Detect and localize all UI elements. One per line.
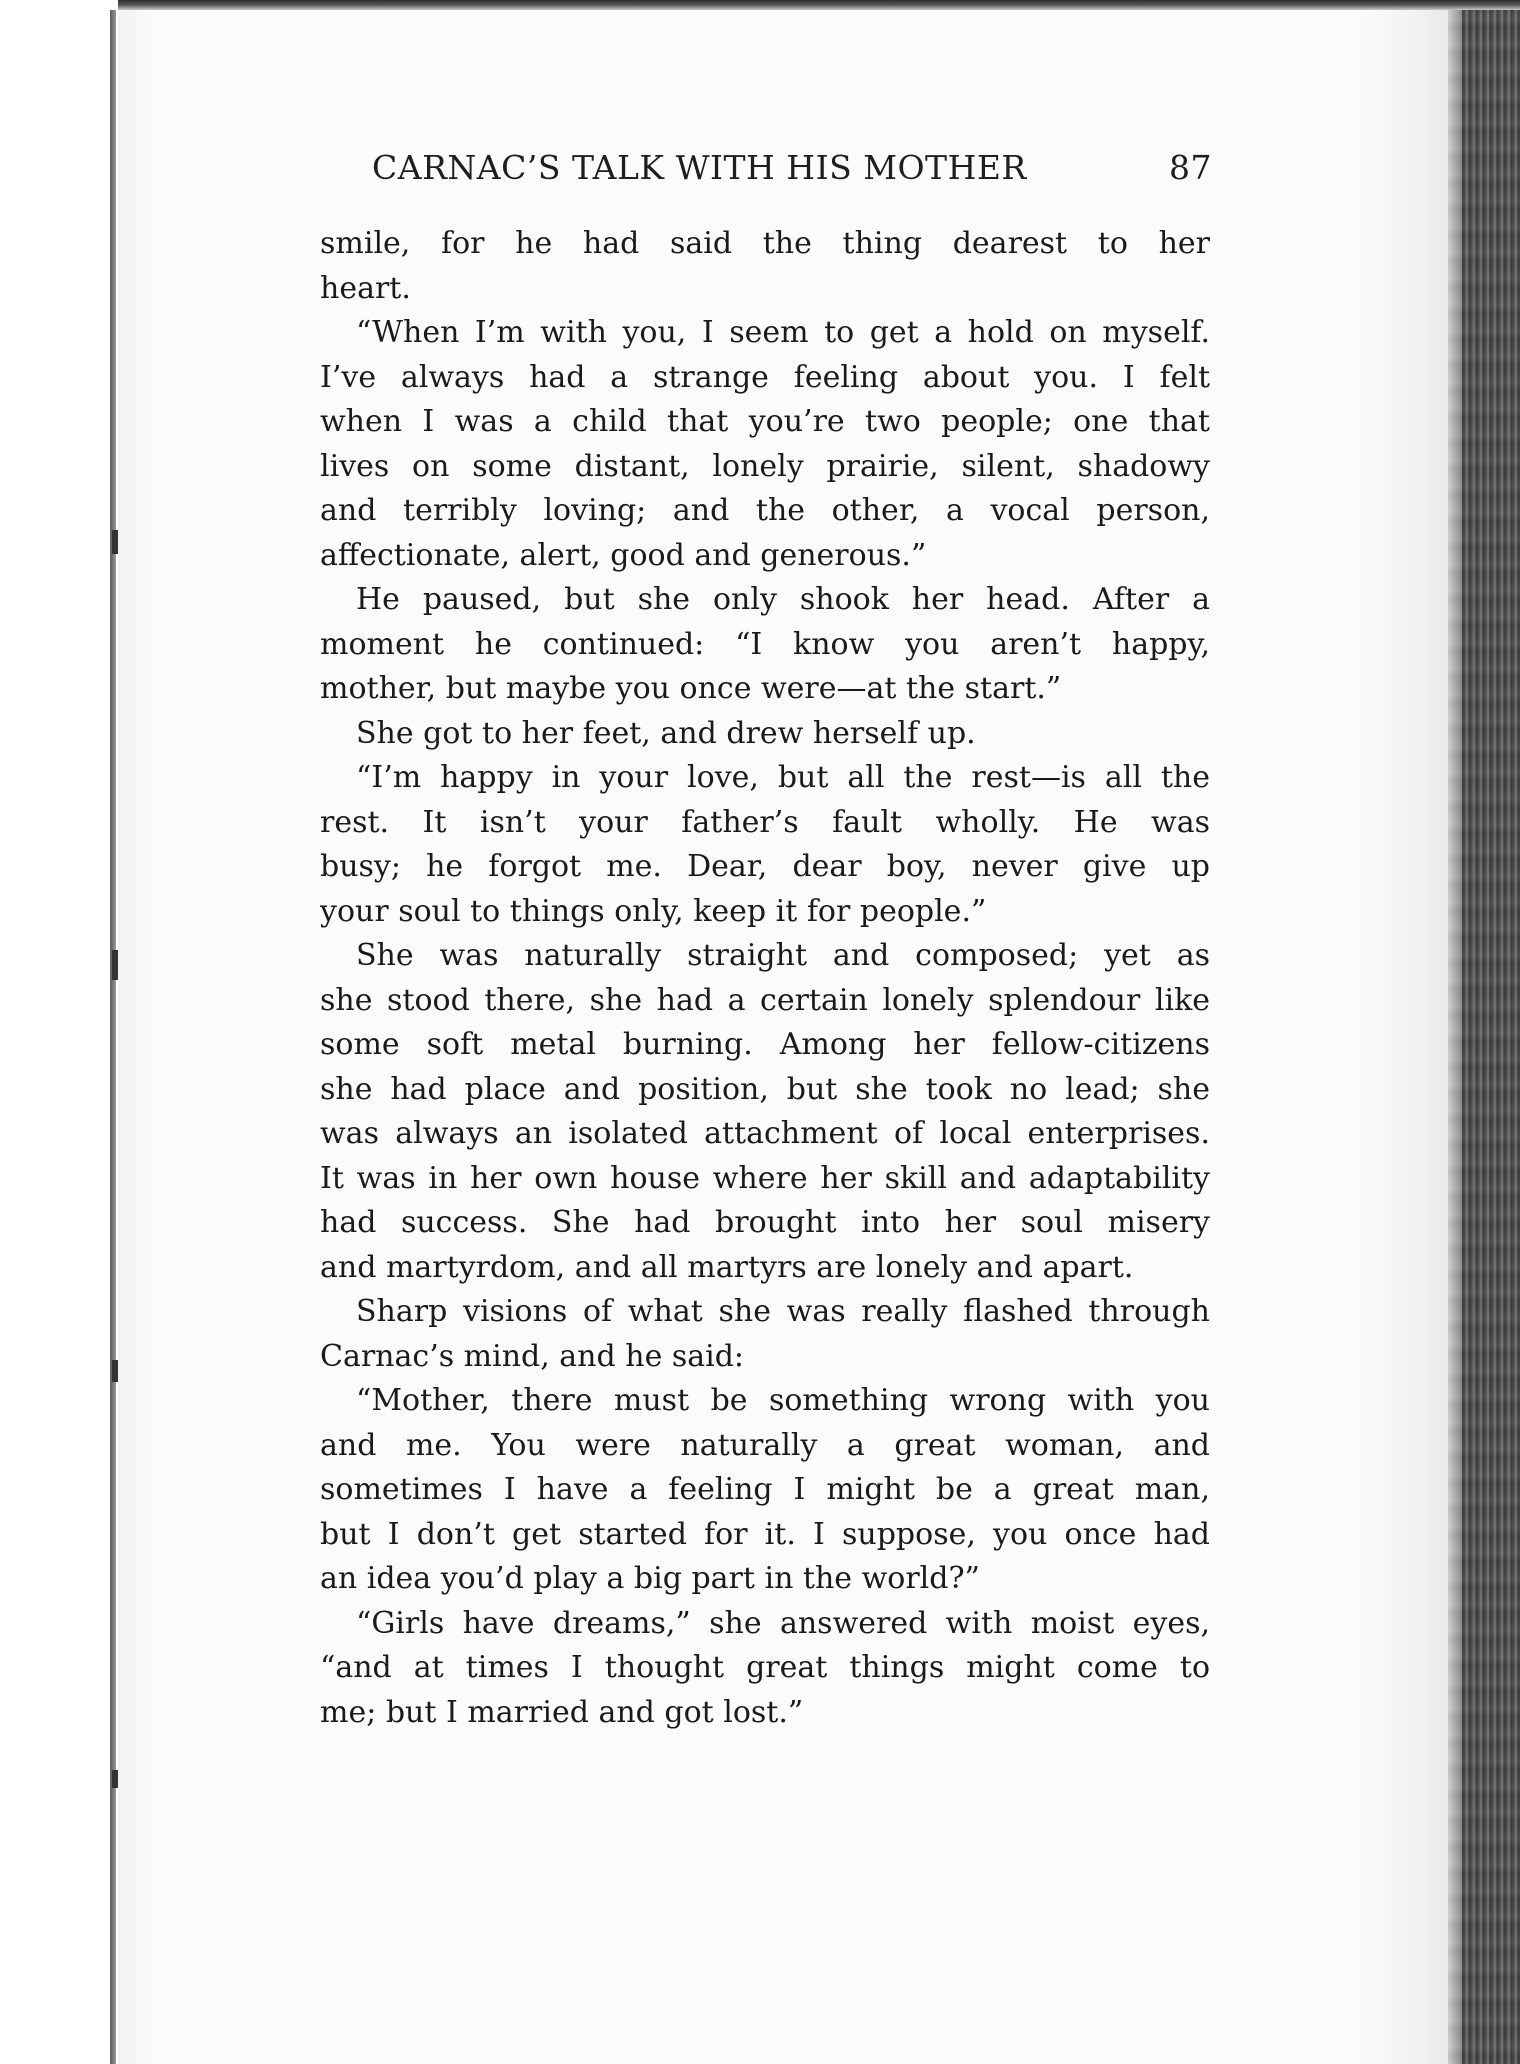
- text-line: smile, for he had said the thing dearest to her: [320, 226, 1210, 261]
- text-line: sometimes I have a feeling I might be a great man,: [320, 1472, 1210, 1507]
- left-gutter: [0, 0, 118, 2064]
- text-line: heart.: [320, 270, 411, 306]
- text-line: had success. She had brought into her soul misery: [320, 1205, 1210, 1240]
- text-line: busy; he forgot me. Dear, dear boy, never give up: [320, 849, 1210, 884]
- text-line: rest. It isn’t your father’s fault wholly. He was: [320, 804, 1210, 840]
- text-line: “When I’m with you, I seem to get a hold on myself.: [356, 315, 1210, 350]
- text-line: “I’m happy in your love, but all the rest—is all the: [356, 760, 1210, 795]
- text-line: mother, but maybe you once were—at the start.”: [320, 671, 1062, 706]
- page-edges: [1448, 10, 1520, 2064]
- text-line: “and at times I thought great things might come to: [320, 1650, 1210, 1685]
- text-line: she stood there, she had a certain lonely splendour like: [320, 982, 1210, 1018]
- text-line: and martyrdom, and all martyrs are lonely and apart.: [320, 1249, 1134, 1285]
- body-text: [320, 222, 1210, 1735]
- text-line: She got to her feet, and drew herself up.: [356, 715, 976, 751]
- text-line: and terribly loving; and the other, a vocal person,: [320, 493, 1210, 528]
- text-line: was always an isolated attachment of local enterprises.: [320, 1116, 1210, 1151]
- text-line: me; but I married and got lost.”: [320, 1694, 804, 1730]
- text-line: It was in her own house where her skill and adaptability: [320, 1160, 1210, 1196]
- text-line: affectionate, alert, good and generous.”: [320, 537, 927, 573]
- text-line: He paused, but she only shook her head. After a: [356, 582, 1210, 617]
- running-head: [372, 148, 1212, 196]
- text-line: an idea you’d play a big part in the world?”: [320, 1561, 980, 1596]
- text-line: your soul to things only, keep it for people.”: [320, 893, 987, 929]
- text-line: She was naturally straight and composed; yet as: [356, 938, 1210, 973]
- chapter-title: CARNAC’S TALK WITH HIS MOTHER: [372, 148, 1027, 187]
- binding-line: [110, 10, 116, 2064]
- text-line: but I don’t get started for it. I suppose, you once had: [320, 1516, 1210, 1552]
- text-line: she had place and position, but she took no lead; she: [320, 1071, 1210, 1107]
- text-line: lives on some distant, lonely prairie, silent, shadowy: [320, 448, 1210, 484]
- text-line: “Mother, there must be something wrong with you: [356, 1383, 1210, 1418]
- text-line: some soft metal burning. Among her fellow-citizens: [320, 1027, 1210, 1062]
- text-line: Sharp visions of what she was really flashed through: [356, 1294, 1210, 1329]
- text-line: when I was a child that you’re two people; one that: [320, 404, 1210, 439]
- text-line: moment he continued: “I know you aren’t happy,: [320, 626, 1210, 662]
- text-line: Carnac’s mind, and he said:: [320, 1338, 745, 1374]
- text-line: and me. You were naturally a great woman, and: [320, 1427, 1210, 1463]
- page-number: 87: [1169, 148, 1212, 187]
- text-line: I’ve always had a strange feeling about you. I felt: [320, 359, 1210, 395]
- text-line: “Girls have dreams,” she answered with moist eyes,: [356, 1605, 1210, 1641]
